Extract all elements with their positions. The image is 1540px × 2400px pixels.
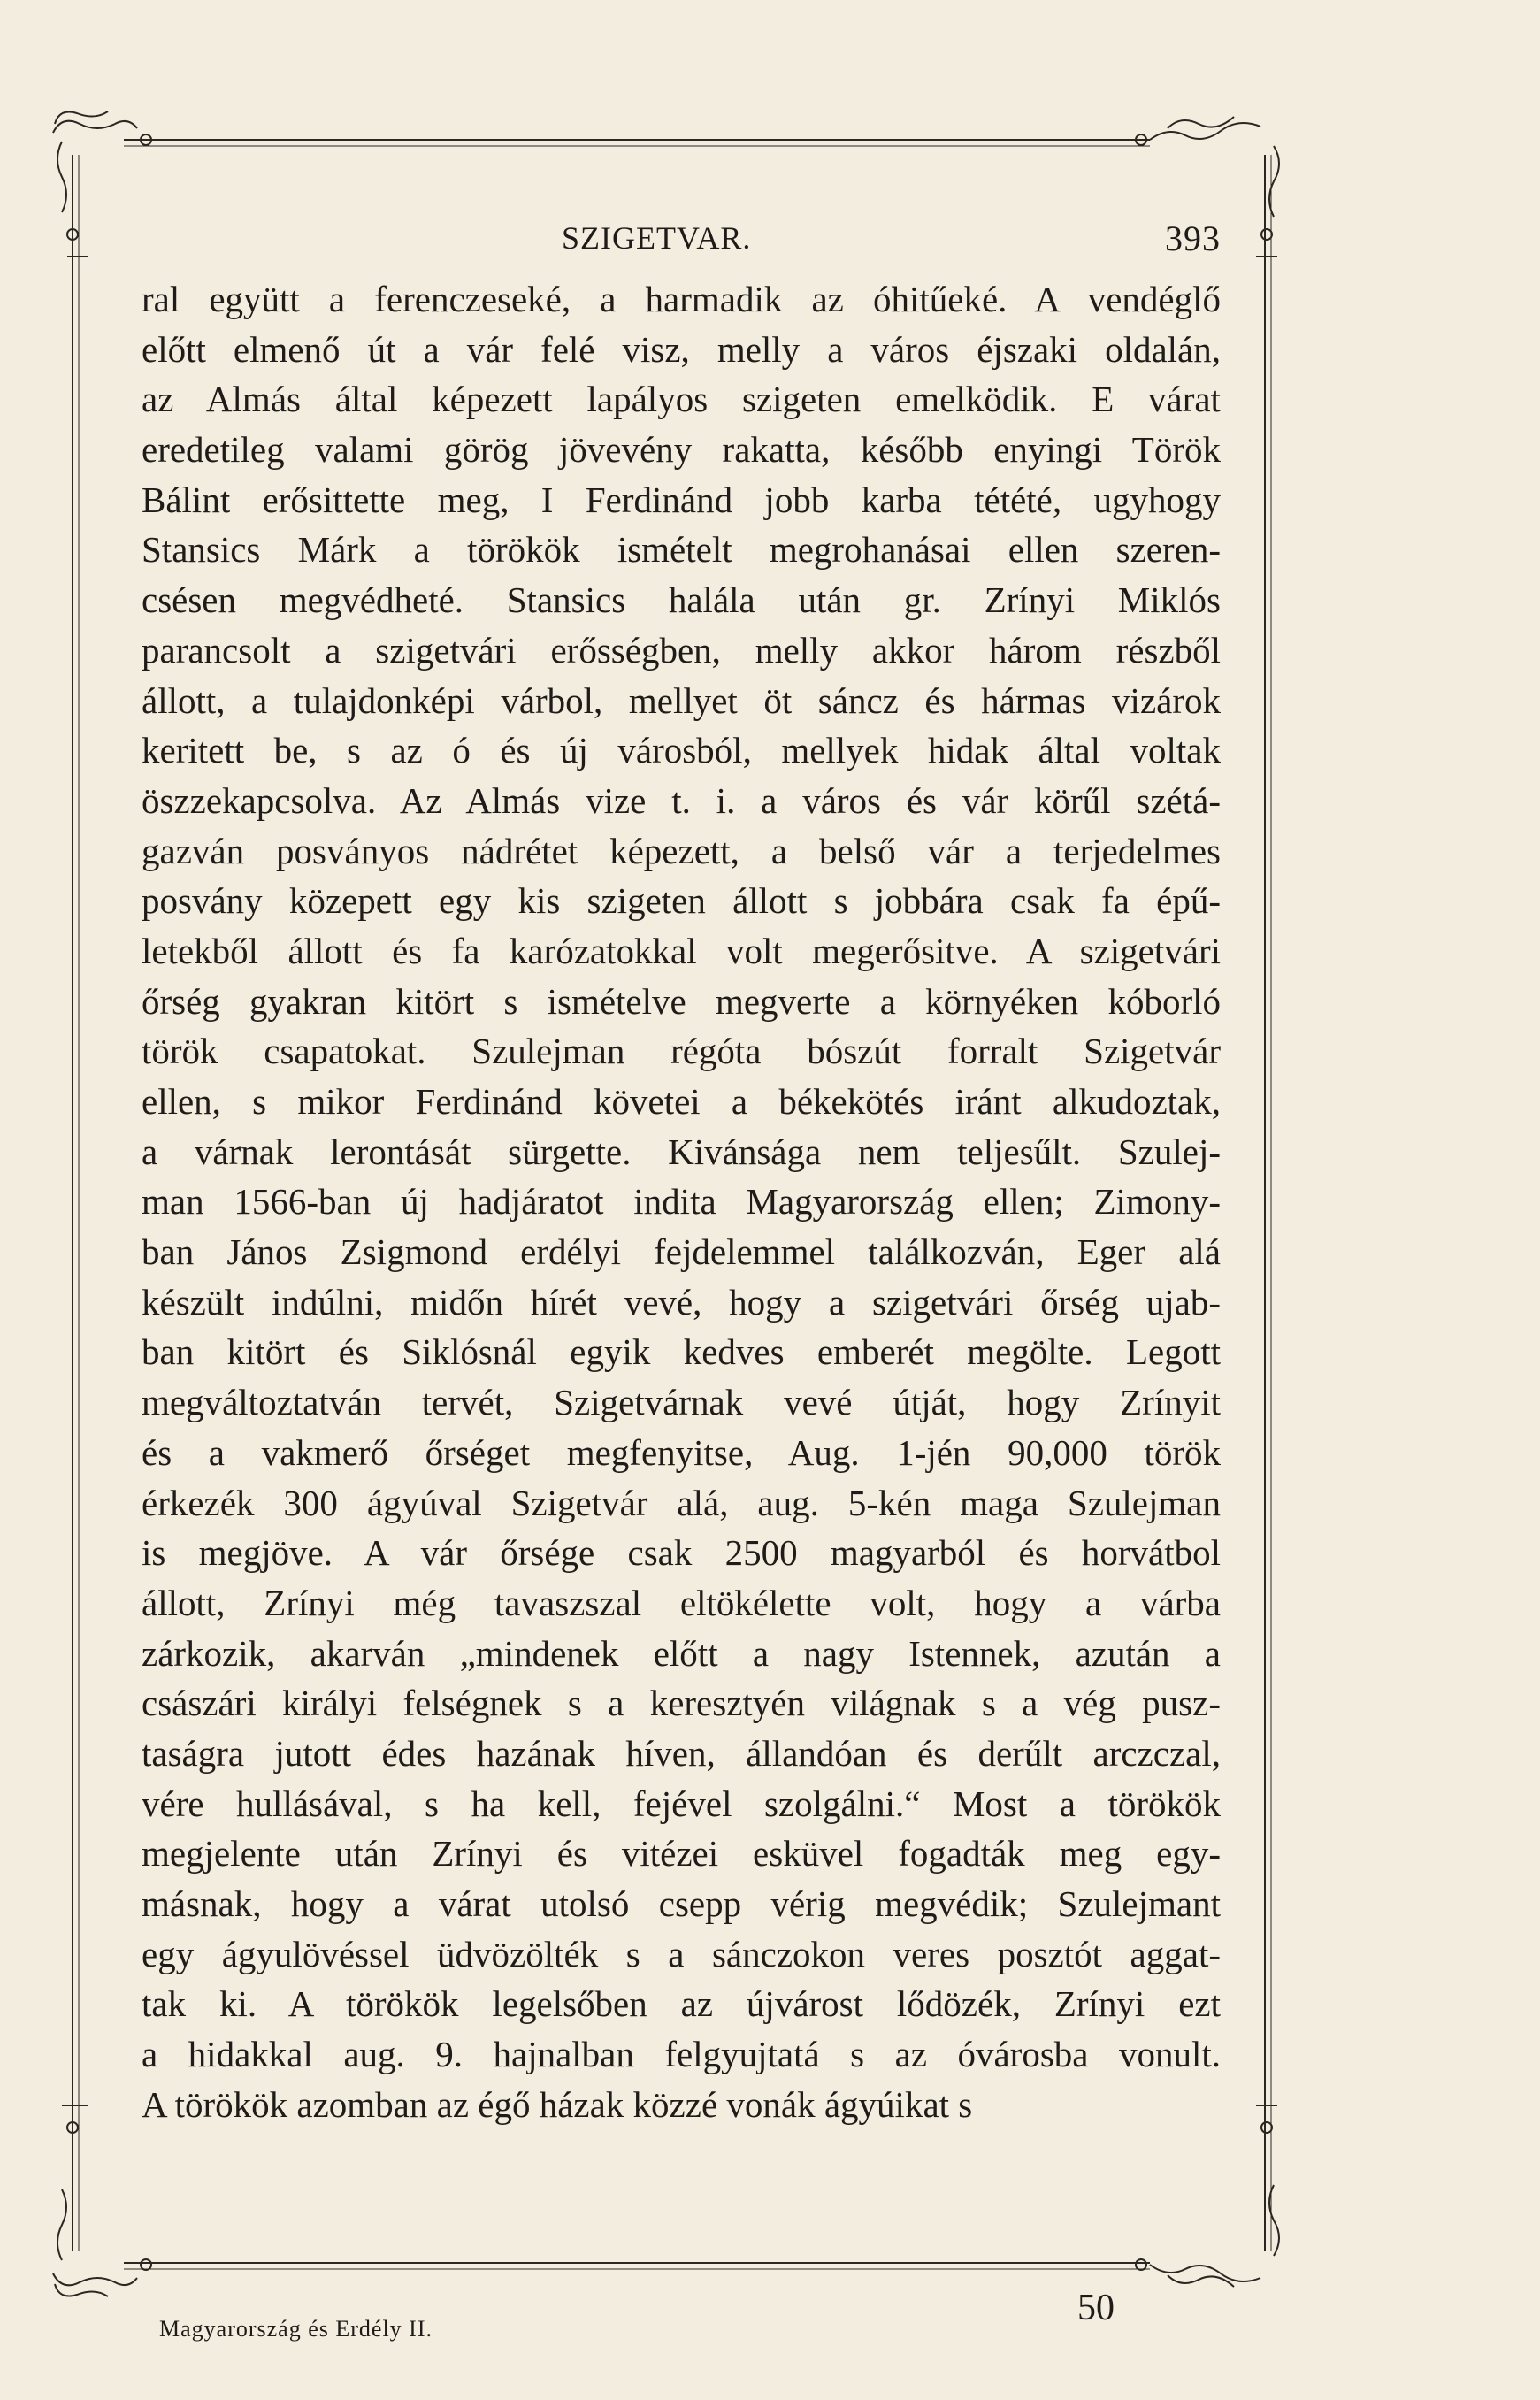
text-line: megváltoztatván tervét, Szigetvárnak vevé útját, hogy Zrínyit	[142, 1382, 1221, 1423]
text-line: a hidakkal aug. 9. hajnalban felgyujtatá s az óvárosba vonult.	[142, 2034, 1221, 2075]
text-line: előtt elmenő út a vár felé visz, melly a város éjszaki oldalán,	[142, 328, 1221, 370]
text-line: ellen, s mikor Ferdinánd követei a békekötés iránt alkudoztak,	[142, 1081, 1221, 1122]
text-line: őrség gyakran kitört s ismételve megverte a környéken kóborló	[142, 980, 1221, 1022]
text-line: másnak, hogy a várat utolsó csepp vérig megvédik; Szulejmant	[142, 1883, 1221, 1924]
text-line: taságra jutott édes hazának híven, állandóan és derűlt arczczal,	[142, 1732, 1221, 1774]
page-number: 393	[1165, 219, 1221, 258]
text-line: császári királyi felségnek s a keresztyén világnak s a vég pusz-	[142, 1683, 1221, 1724]
text-line: tak ki. A törökök legelsőben az újvárost lődözék, Zrínyi ezt	[142, 1983, 1221, 2025]
text-line: ral együtt a ferenczeseké, a harmadik az óhitűeké. A vendéglő	[142, 279, 1221, 319]
text-line: érkezék 300 ágyúval Szigetvár alá, aug. 5-kén maga Szulejman	[142, 1482, 1221, 1523]
text-line: és a vakmerő őrséget megfenyitse, Aug. 1-jén 90,000 török	[142, 1431, 1221, 1473]
text-line: man 1566-ban új hadjáratot indita Magyarország ellen; Zimony-	[142, 1181, 1221, 1223]
text-line: letekből állott és fa karózatokkal volt megerősitve. A szigetvári	[142, 930, 1221, 971]
text-line: is megjöve. A vár őrsége csak 2500 magyarból és horvátbol	[142, 1532, 1221, 1574]
running-header	[142, 202, 1221, 264]
text-line: eredetileg valami görög jövevény rakatta, később enyingi Török	[142, 429, 1221, 471]
footer-source: Magyarország és Erdély II.	[159, 2316, 433, 2342]
signature-mark: 50	[1077, 2288, 1115, 2328]
text-line: egy ágyulövéssel üdvözölték s a sánczokon veres posztót aggat-	[142, 1933, 1221, 1974]
text-line: készült indúlni, midőn hírét vevé, hogy a szigetvári őrség ujab-	[142, 1281, 1221, 1323]
text-line: állott, Zrínyi még tavaszszal eltökélette volt, hogy a várba	[142, 1582, 1221, 1623]
text-line: Bálint erősittette meg, I Ferdinánd jobb karba tétété, ugyhogy	[142, 479, 1221, 520]
text-line: gazván posványos nádrétet képezett, a belső vár a terjedelmes	[142, 830, 1221, 871]
text-line: posvány közepett egy kis szigeten állott s jobbára csak fa épű-	[142, 880, 1221, 922]
text-line: állott, a tulajdonképi várbol, mellyet öt sáncz és hármas vizárok	[142, 679, 1221, 721]
text-line: A törökök azomban az égő házak közzé vonák ágyúikat s	[142, 2083, 973, 2125]
text-line: vére hullásával, s ha kell, fejével szolgálni.“ Most a törökök	[142, 1783, 1221, 1824]
text-line: öszzekapcsolva. Az Almás vize t. i. a város és vár körűl szétá-	[142, 779, 1221, 821]
text-line: az Almás által képezett lapályos szigeten emelködik. E várat	[142, 379, 1221, 420]
text-line: zárkozik, akarván „mindenek előtt a nagy Istennek, azután a	[142, 1632, 1221, 1674]
text-line: keritett be, s az ó és új városból, mellyek hidak által voltak	[142, 730, 1221, 771]
page-title: SZIGETVAR.	[562, 220, 752, 256]
text-line: megjelente után Zrínyi és vitézei esküvel fogadták meg egy-	[142, 1833, 1221, 1875]
text-line: Stansics Márk a törökök ismételt megrohanásai ellen szeren-	[142, 529, 1221, 571]
text-line: ban kitört és Siklósnál egyik kedves emberét megölte. Legott	[142, 1331, 1221, 1373]
text-line: ban János Zsigmond erdélyi fejdelemmel találkozván, Eger alá	[142, 1231, 1221, 1273]
text-line: török csapatokat. Szulejman régóta bószút forralt Szigetvár	[142, 1031, 1221, 1072]
body-text	[142, 274, 1221, 2129]
text-line: parancsolt a szigetvári erősségben, melly akkor három részből	[142, 629, 1221, 671]
text-line: csésen megvédheté. Stansics halála után gr. Zrínyi Miklós	[142, 579, 1221, 621]
text-line: a várnak lerontását sürgette. Kivánsága nem teljesűlt. Szulej-	[142, 1131, 1221, 1172]
